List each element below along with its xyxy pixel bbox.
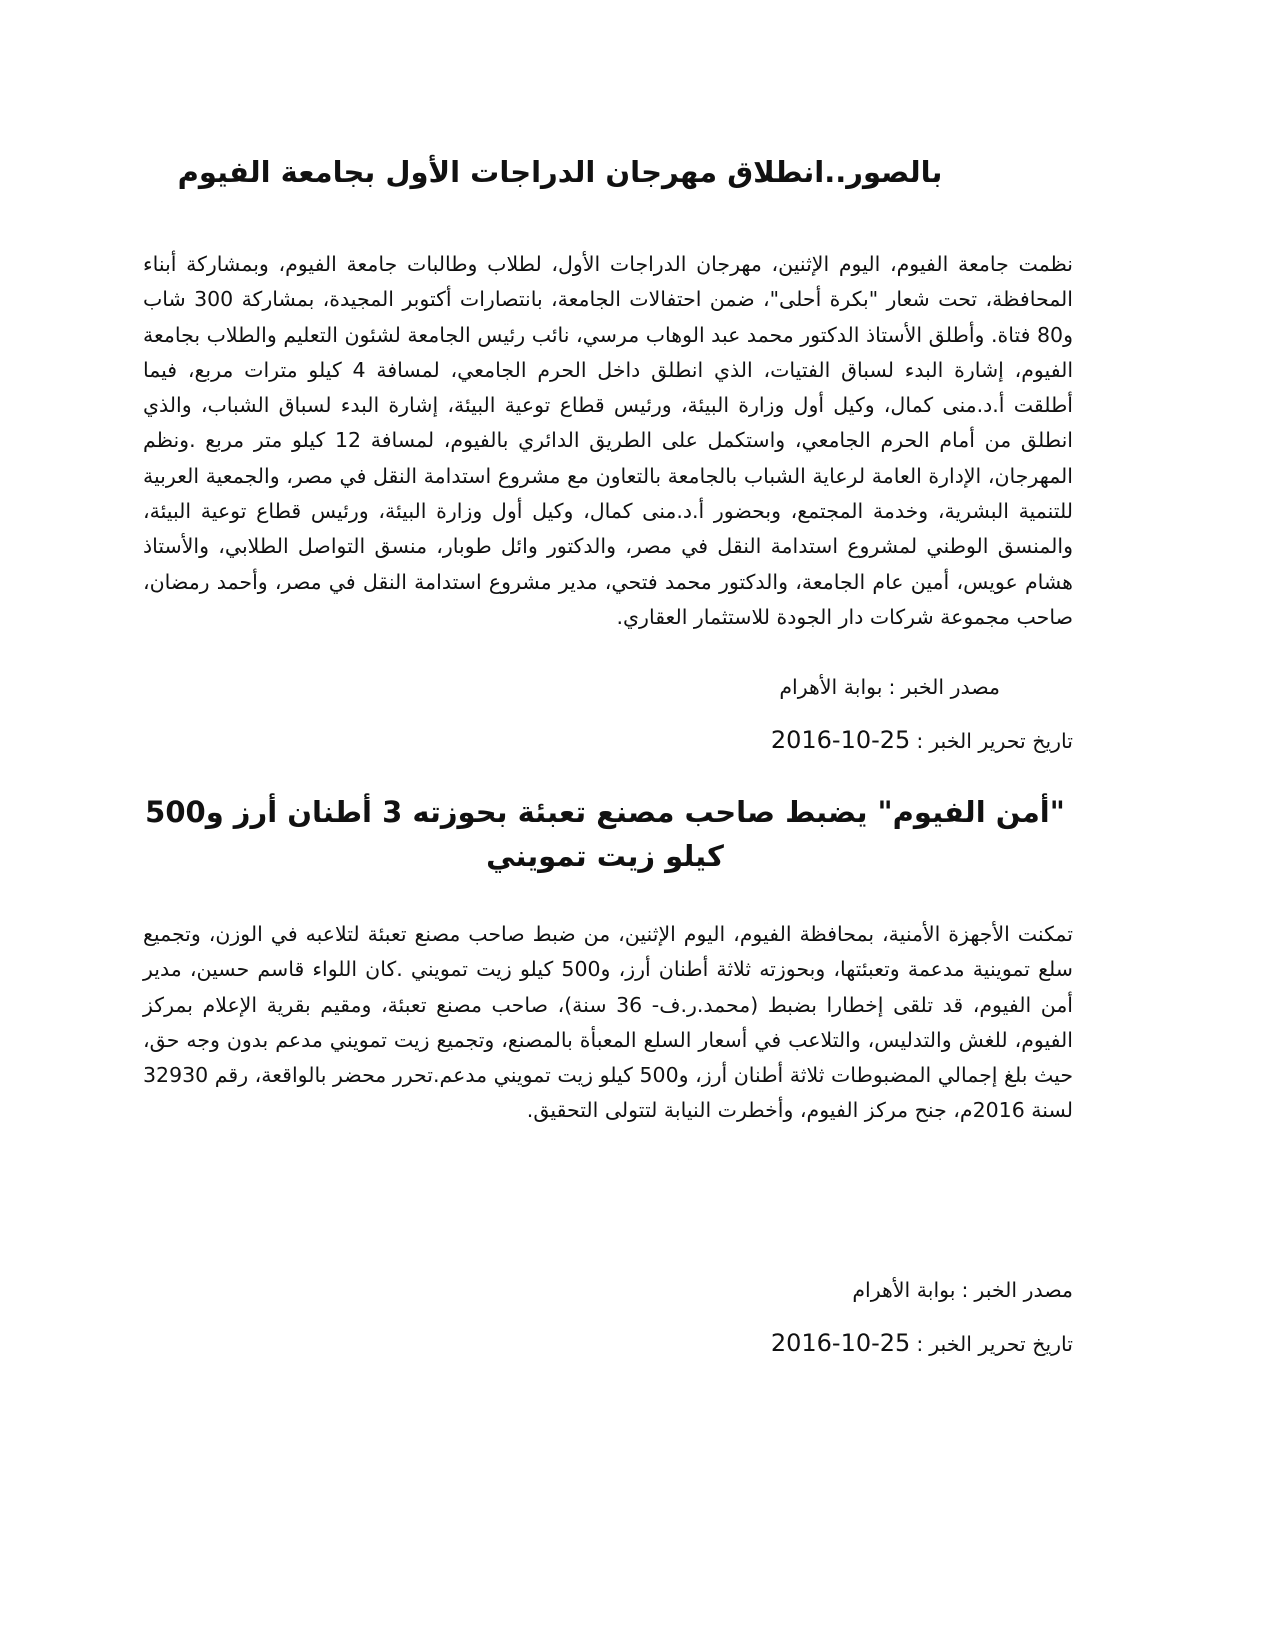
date-label: تاريخ تحرير الخبر: [929, 729, 1073, 753]
source-label: مصدر الخبر: [901, 675, 1000, 699]
article-1-date: تاريخ تحرير الخبر:2016-10-25: [770, 726, 1073, 754]
article-2-date: تاريخ تحرير الخبر:2016-10-25: [770, 1329, 1073, 1357]
date-value: 2016-10-25: [770, 1329, 911, 1357]
article-2-title: "أمن الفيوم" يضبط صاحب مصنع تعبئة بحوزته 3 أطنان أرز و500 كيلو زيت تمويني: [145, 795, 1065, 873]
article-2-body: تمكنت الأجهزة الأمنية، بمحافظة الفيوم، اليوم الإثنين، من ضبط صاحب مصنع تعبئة لتلاعبه في الوزن، وتجميع سلع تموينية مدعمة وتعبئتها، وبحوزته ثلاثة أطنان أرز، و500 كيلو زيت تمويني .كان اللواء قاسم حسين، مدير أمن الفيوم، قد تلقى إخطارا بضبط (محمد.ر.ف- 36 سنة)، صاحب مصنع تعبئة، ومقيم بقرية الإعلام بمركز الفيوم، للغش والتدليس، والتلاعب في أسعار السلع المعبأة بالمصنع، وتجميع زيت تمويني مدعم بدون وجه حق، حيث بلغ إجمالي المضبوطات ثلاثة أطنان أرز، و500 كيلو زيت تمويني مدعم.تحرر محضر بالواقعة، رقم 32930 لسنة 2016م، جنح مركز الفيوم، وأخطرت النيابة لتتولى التحقيق.: [143, 922, 1074, 1123]
article-1-body: نظمت جامعة الفيوم، اليوم الإثنين، مهرجان الدراجات الأول، لطلاب وطالبات جامعة الفيوم، وبمشاركة أبناء المحافظة، تحت شعار "بكرة أحلى"، ضمن احتفالات الجامعة، بانتصارات أكتوبر المجيدة، بمشاركة 300 شاب و80 فتاة. وأطلق الأستاذ الدكتور محمد عبد الوهاب مرسي، نائب رئيس الجامعة لشئون التعليم والطلاب بجامعة الفيوم، إشارة البدء لسباق الفتيات، الذي انطلق داخل الحرم الجامعي، لمسافة 4 كيلو مترات مربع، فيما أطلقت أ.د.منى كمال، وكيل أول وزارة البيئة، ورئيس قطاع توعية البيئة، إشارة البدء لسباق الشباب، والذي انطلق من أمام الحرم الجامعي، واستكمل على الطريق الدائري بالفيوم، لمسافة 12 كيلو متر مربع .ونظم المهرجان، الإدارة العامة لرعاية الشباب بالجامعة بالتعاون مع مشروع استدامة النقل في مصر، والجمعية العربية للتنمية البشرية، وخدمة المجتمع، وبحضور أ.د.منى كمال، وكيل أول وزارة البيئة، ورئيس قطاع توعية البيئة، والمنسق الوطني لمشروع استدامة النقل في مصر، والدكتور وائل طوبار، منسق التواصل الطلابي، والأستاذ هشام عويس، أمين عام الجامعة، والدكتور محمد فتحي، مدير مشروع استدامة النقل في مصر، وأحمد رمضان، صاحب مجموعة شركات دار الجودة للاستثمار العقاري.: [143, 252, 1074, 629]
source-label: مصدر الخبر: [974, 1278, 1073, 1302]
article-1-source: مصدر الخبر:بوابة الأهرام: [779, 675, 1000, 699]
source-value: بوابة الأهرام: [852, 1278, 956, 1302]
source-value: بوابة الأهرام: [779, 675, 883, 699]
date-value: 2016-10-25: [770, 726, 911, 754]
article-2-source: مصدر الخبر:بوابة الأهرام: [852, 1278, 1073, 1302]
date-label: تاريخ تحرير الخبر: [929, 1332, 1073, 1356]
article-1-title: بالصور..انطلاق مهرجان الدراجات الأول بجامعة الفيوم: [177, 155, 943, 189]
